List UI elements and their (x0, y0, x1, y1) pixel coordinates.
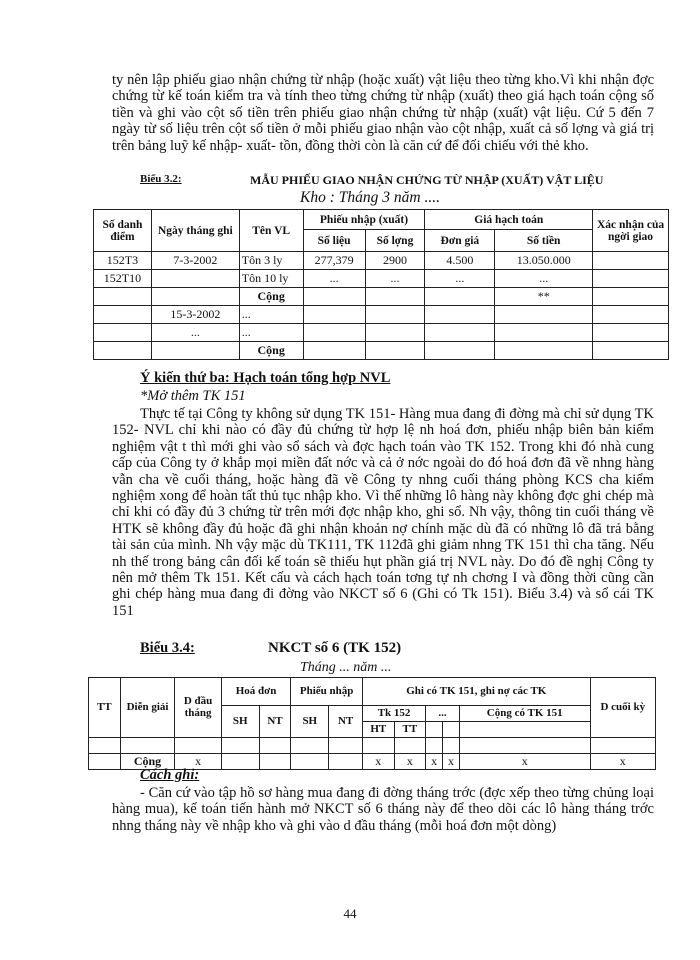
header-phieu-nhap-2: Phiếu nhập (291, 678, 363, 706)
paragraph-intro: ty nên lập phiếu giao nhận chứng từ nhập (hoặc xuất) vật liệu theo từng kho.Vì khi nhận đợc chứng từ kế toán kiểm tra và tính theo từng chứng từ nhập (xuất) theo giá hạch toán cộng số tiền và ghi vào cột số tiền trên phiếu giao nhận chứng từ nhập (xuất) vật liệu. Cứ 5 đến 7 ngày từ số liệu trên cột số tiền ở mỗi phiếu giao nhận vào cột nhập, xuất cả số lợng và giá trị trên bảng luỹ kế nhập- xuất- tồn, đồng thời còn là căn cứ để đối chiếu với thẻ kho. (112, 72, 654, 154)
table-row (94, 288, 669, 306)
table-cell: x (426, 754, 443, 770)
table-cell (495, 324, 593, 342)
table-cell (89, 754, 121, 770)
table-cell (94, 342, 152, 360)
header-ghi-co: Ghi có TK 151, ghi nợ các TK (362, 678, 590, 706)
table-cell (94, 306, 152, 324)
table-cell (151, 270, 239, 288)
table-cell: 15-3-2002 (151, 306, 239, 324)
header-gia-hach-toan: Giá hạch toán (425, 210, 593, 230)
table-cell (303, 306, 365, 324)
table-row (94, 252, 669, 270)
table-cell (303, 342, 365, 360)
table-cell: 4.500 (425, 252, 495, 270)
table-cell (221, 754, 259, 770)
table-cell: 152T3 (94, 252, 152, 270)
table-cell: 152T10 (94, 270, 152, 288)
bieu-3-4-title: NKCT số 6 (TK 152) (268, 640, 402, 656)
table-cell (151, 288, 239, 306)
paragraph-analysis: Thực tế tại Công ty không sử dụng TK 151- Hàng mua đang đi đờng mà chỉ sử dụng TK 152- NVL chỉ khi nào có đầy đủ chứng từ hợp lệ nh hoá đơn, phiếu nhập biên bản kiểm nghiệm vật t thì mới ghi vào sổ sách và đợc hạch toán vào TK 152. Trong khi đó nhà cung cấp của Công ty ở khắp mọi miền đất nớc và cả ở nớc ngoài do đó hoá đơn đã về nhng hàng vẫn cha về cuối tháng, hoặc hàng đã về Công ty nhng cuối tháng phòng KCS cha kiểm nghiệm xong để hoàn tất thủ tục nhập kho. Vì thế những lô hàng này không đợc ghi chép mà chỉ khi có đầy đủ 3 chứng từ trên mới đợc nhập kho, ghi sổ. Nh vậy, thông tin cuối tháng về HTK sẽ không đầy đủ hoặc đã ghi nhận khoản nợ chính mặc dù đã có những lô đã trả bằng tài sản của mình. Nh vậy mặc dù TK111, TK 112đã ghi giảm nhng TK 151 thì cha tăng. Nếu nh thế trong bảng cân đối kế toán sẽ thiếu hụt phần giá trị NVL này. Do đó đề nghị Công ty nên mở thêm Tk 151. Kết cấu và cách hạch toán tơng tự nh chơng I và đồng thời cũng cần ghi chép hàng mua đang đi đờng vào NKCT số 6 (Ghi có Tk 151). Biểu 3.4) và sổ cái TK 151 (112, 406, 654, 619)
header-cong-co: Cộng có TK 151 (459, 706, 590, 722)
header-sh-hoa-don: SH (221, 706, 259, 738)
table-row (94, 270, 669, 288)
table-cell: ... (151, 324, 239, 342)
table-cell (259, 754, 291, 770)
table-cell (365, 288, 425, 306)
table-row (89, 738, 656, 754)
table-cell: x (443, 754, 460, 770)
table-cell: x (362, 754, 394, 770)
header-dien-giai: Diễn giải (120, 678, 175, 738)
table-cell (425, 288, 495, 306)
header-ten-vl: Tên VL (239, 210, 303, 252)
table-cell (291, 754, 329, 770)
table-cell (593, 252, 669, 270)
header-tk152: Tk 152 (362, 706, 425, 722)
table-cell (365, 306, 425, 324)
table-cell (94, 288, 152, 306)
table-cell: x (175, 754, 221, 770)
table-cell: 7-3-2002 (151, 252, 239, 270)
receipt-table-body (94, 252, 669, 360)
nkct-table (88, 677, 656, 770)
page-number: 44 (343, 906, 357, 921)
table-cell: x (590, 754, 655, 770)
table-cell (365, 342, 425, 360)
header-dots: ... (426, 706, 460, 722)
header-so-lieu: Số liệu (303, 230, 365, 252)
table-cell (151, 342, 239, 360)
header-so-danh-diem: Số danh điểm (94, 210, 152, 252)
header-tt: TT (89, 678, 121, 738)
header-so-tien: Số tiền (495, 230, 593, 252)
receipt-table (93, 209, 669, 360)
table-cell: ... (495, 270, 593, 288)
bieu-3-4-label: Biểu 3.4: (140, 640, 195, 656)
header-nt-phieu: NT (329, 706, 363, 738)
table-cell: Cộng (239, 342, 303, 360)
header-blank-1 (426, 722, 443, 738)
table-cell (593, 270, 669, 288)
header-phieu-nhap: Phiếu nhập (xuất) (303, 210, 425, 230)
table-cell (303, 324, 365, 342)
header-nt-hoa-don: NT (259, 706, 291, 738)
bieu-3-2-title: MẪU PHIẾU GIAO NHẬN CHỨNG TỪ NHẬP (XUẤT) VẬT LIỆU (250, 173, 604, 187)
open-account-note: *Mở thêm TK 151 (140, 388, 246, 404)
paragraph-instructions: - Căn cứ vào tập hồ sơ hàng mua đang đi đờng tháng trớc (đợc xếp theo từng chủng loại hàng mua), kế toán tiến hành mở NKCT số 6 tháng này để theo dõi các lô hàng tháng trớc nhng tháng này về nhập kho và ghi vào d đầu tháng (mỗi hoá đơn một dòng) (112, 785, 654, 834)
table-cell (365, 324, 425, 342)
table-cell: x (459, 754, 590, 770)
table-cell: Cộng (239, 288, 303, 306)
table-cell: Tôn 10 ly (239, 270, 303, 288)
table-cell (425, 306, 495, 324)
table-cell: ** (495, 288, 593, 306)
table-cell (425, 342, 495, 360)
bieu-3-4-subtitle: Tháng ... năm ... (300, 660, 392, 675)
table-cell: ... (303, 270, 365, 288)
header-blank-2 (443, 722, 460, 738)
header-ht: HT (362, 722, 394, 738)
header-d-dau-thang: D đầu tháng (175, 678, 221, 738)
table-cell (495, 306, 593, 324)
header-d-cuoi-ky: D cuối kỳ (590, 678, 655, 738)
table-cell: ... (365, 270, 425, 288)
table-cell: Tôn 3 ly (239, 252, 303, 270)
nkct-table-body (89, 738, 656, 770)
table-cell (94, 324, 152, 342)
header-tt-sub: TT (394, 722, 426, 738)
table-cell: 13.050.000 (495, 252, 593, 270)
header-xac-nhan: Xác nhận của ngời giao (593, 210, 669, 252)
table-cell (329, 754, 363, 770)
instructions-heading: Cách ghi: (140, 767, 200, 783)
table-cell (425, 324, 495, 342)
header-ngay-thang-ghi: Ngày tháng ghi (151, 210, 239, 252)
bieu-3-2-subtitle: Kho : Tháng 3 năm .... (300, 189, 440, 206)
table-row (94, 342, 669, 360)
table-cell: 277,379 (303, 252, 365, 270)
header-hoa-don: Hoá đơn (221, 678, 291, 706)
header-don-gia: Đơn giá (425, 230, 495, 252)
table-row (94, 324, 669, 342)
table-cell (593, 342, 669, 360)
table-cell: ... (239, 324, 303, 342)
table-cell: Cộng (120, 754, 175, 770)
table-cell (593, 306, 669, 324)
table-cell (593, 324, 669, 342)
header-so-luong: Số lợng (365, 230, 425, 252)
table-row (94, 306, 669, 324)
table-cell (303, 288, 365, 306)
table-cell (593, 288, 669, 306)
table-cell: ... (239, 306, 303, 324)
table-cell (495, 342, 593, 360)
header-blank-3 (459, 722, 590, 738)
table-cell: 2900 (365, 252, 425, 270)
table-cell: x (394, 754, 426, 770)
table-cell: ... (425, 270, 495, 288)
bieu-3-2-label: Biểu 3.2: (140, 173, 182, 185)
section-heading: Ý kiến thứ ba: Hạch toán tổng hợp NVL (140, 370, 391, 386)
header-sh-phieu: SH (291, 706, 329, 738)
